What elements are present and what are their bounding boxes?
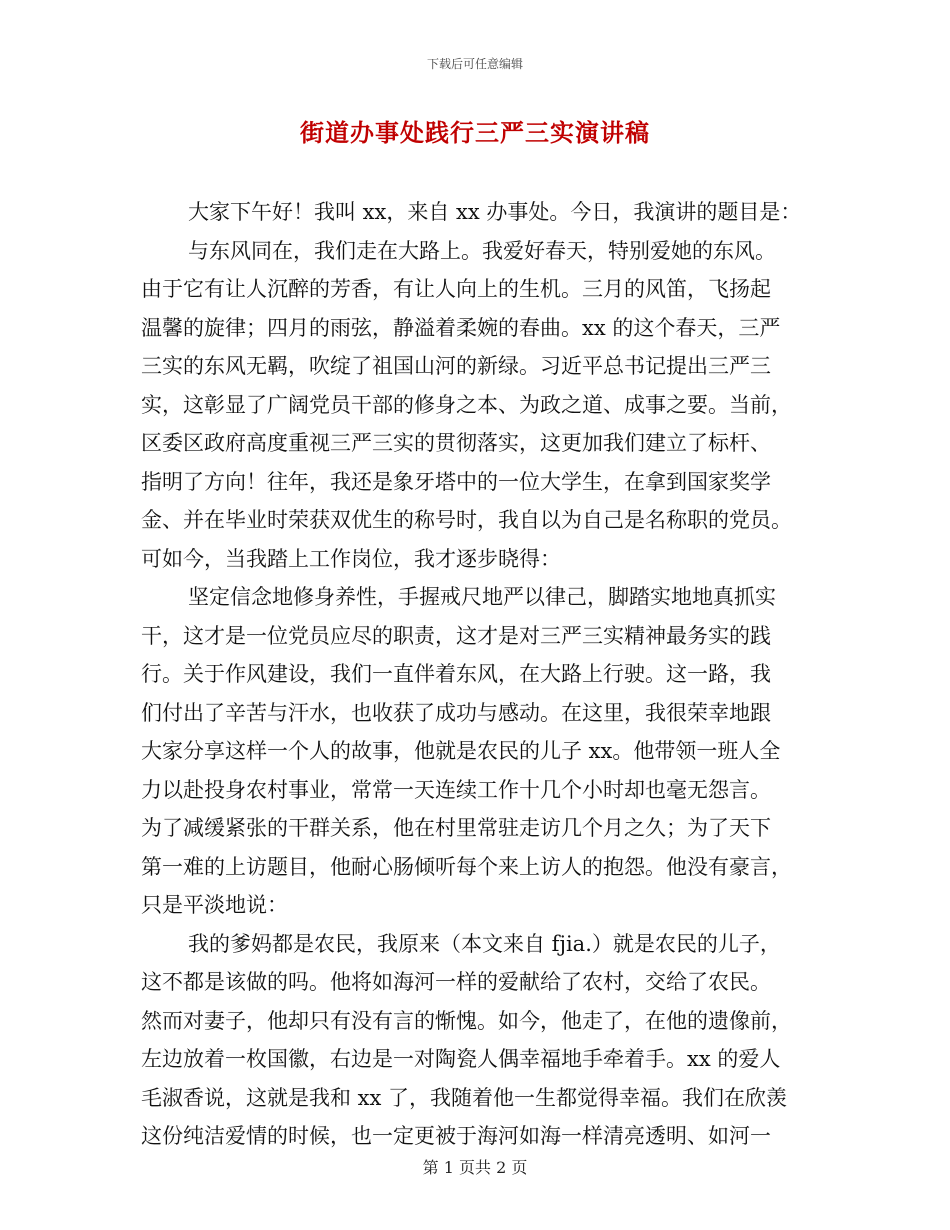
body-line: 这份纯洁爱情的时候，也一定更被于海河如海一样清亮透明、如河一 xyxy=(141,1124,771,1148)
body-line: 坚定信念地修身养性，手握戒尺地严以律己，脚踏实地地真抓实 xyxy=(188,585,776,609)
body-line: 大家分享这样一个人的故事，他就是农民的儿子 xx。他带领一班人全 xyxy=(141,739,781,763)
page-header-note: 下载后可任意编辑 xyxy=(426,57,523,71)
body-line: 实，这彰显了广阔党员干部的修身之本、为政之道、成事之要。当前， xyxy=(141,392,792,417)
body-line: 左边放着一枚国徽，右边是一对陶瓷人偶幸福地手牵着手。xx 的爱人 xyxy=(141,1047,781,1071)
body-line: 力以赴投身农村事业，常常一天连续工作十几个小时却也毫无怨言。 xyxy=(141,777,771,802)
body-line: 们付出了辛苦与汗水，也收获了成功与感动。在这里，我很荣幸地跟 xyxy=(141,700,771,725)
body-line: 可如今，当我踏上工作岗位，我才逐步晓得： xyxy=(141,546,561,571)
body-line: 区委区政府高度重视三严三实的贯彻落实，这更加我们建立了标杆、 xyxy=(141,431,771,455)
body-line: 为了减缓紧张的干群关系，他在村里常驻走访几个月之久；为了天下 xyxy=(141,816,771,840)
body-line: 然而对妻子，他却只有没有言的惭愧。如今，他走了，在他的遗像前， xyxy=(141,1008,792,1033)
body-line: 第一难的上访题目，他耐心肠倾听每个来上访人的抱怨。他没有豪言， xyxy=(141,854,792,879)
document-title: 街道办事处践行三严三实演讲稿 xyxy=(300,118,650,147)
body-line: 与东风同在，我们走在大路上。我爱好春天，特别爱她的东风。 xyxy=(188,238,776,263)
body-line: 温馨的旋律；四月的雨弦，静溢着柔婉的春曲。xx 的这个春天，三严 xyxy=(141,315,781,340)
body-line: 这不都是该做的吗。他将如海河一样的爱献给了农村，交给了农民。 xyxy=(141,970,771,994)
body-line: 大家下午好！我叫 xx，来自 xx 办事处。今日，我演讲的题目是： xyxy=(188,200,802,224)
page-number-footer: 第 1 页共 2 页 xyxy=(422,1158,528,1177)
body-line: 我的爹妈都是农民，我原来（本文来自 fjia.）就是农民的儿子， xyxy=(188,931,781,956)
body-line: 金、并在毕业时荣获双优生的称号时，我自以为自己是名称职的党员。 xyxy=(141,508,792,532)
body-line: 只是平淡地说： xyxy=(141,893,288,917)
body-line: 指明了方向！往年，我还是象牙塔中的一位大学生，在拿到国家奖学 xyxy=(141,469,771,494)
body-line: 干，这才是一位党员应尽的职责，这才是对三严三实精神最务实的践 xyxy=(141,623,771,648)
body-line: 毛淑香说，这就是我和 xx 了，我随着他一生都觉得幸福。我们在欣羡 xyxy=(141,1085,788,1110)
body-line: 行。关于作风建设，我们一直伴着东风，在大路上行驶。这一路，我 xyxy=(141,662,771,686)
body-line: 三实的东风无羁，吹绽了祖国山河的新绿。习近平总书记提出三严三 xyxy=(141,354,771,378)
body-line: 由于它有让人沉醉的芳香，有让人向上的生机。三月的风笛，飞扬起 xyxy=(141,277,771,301)
document-body xyxy=(141,193,809,1156)
